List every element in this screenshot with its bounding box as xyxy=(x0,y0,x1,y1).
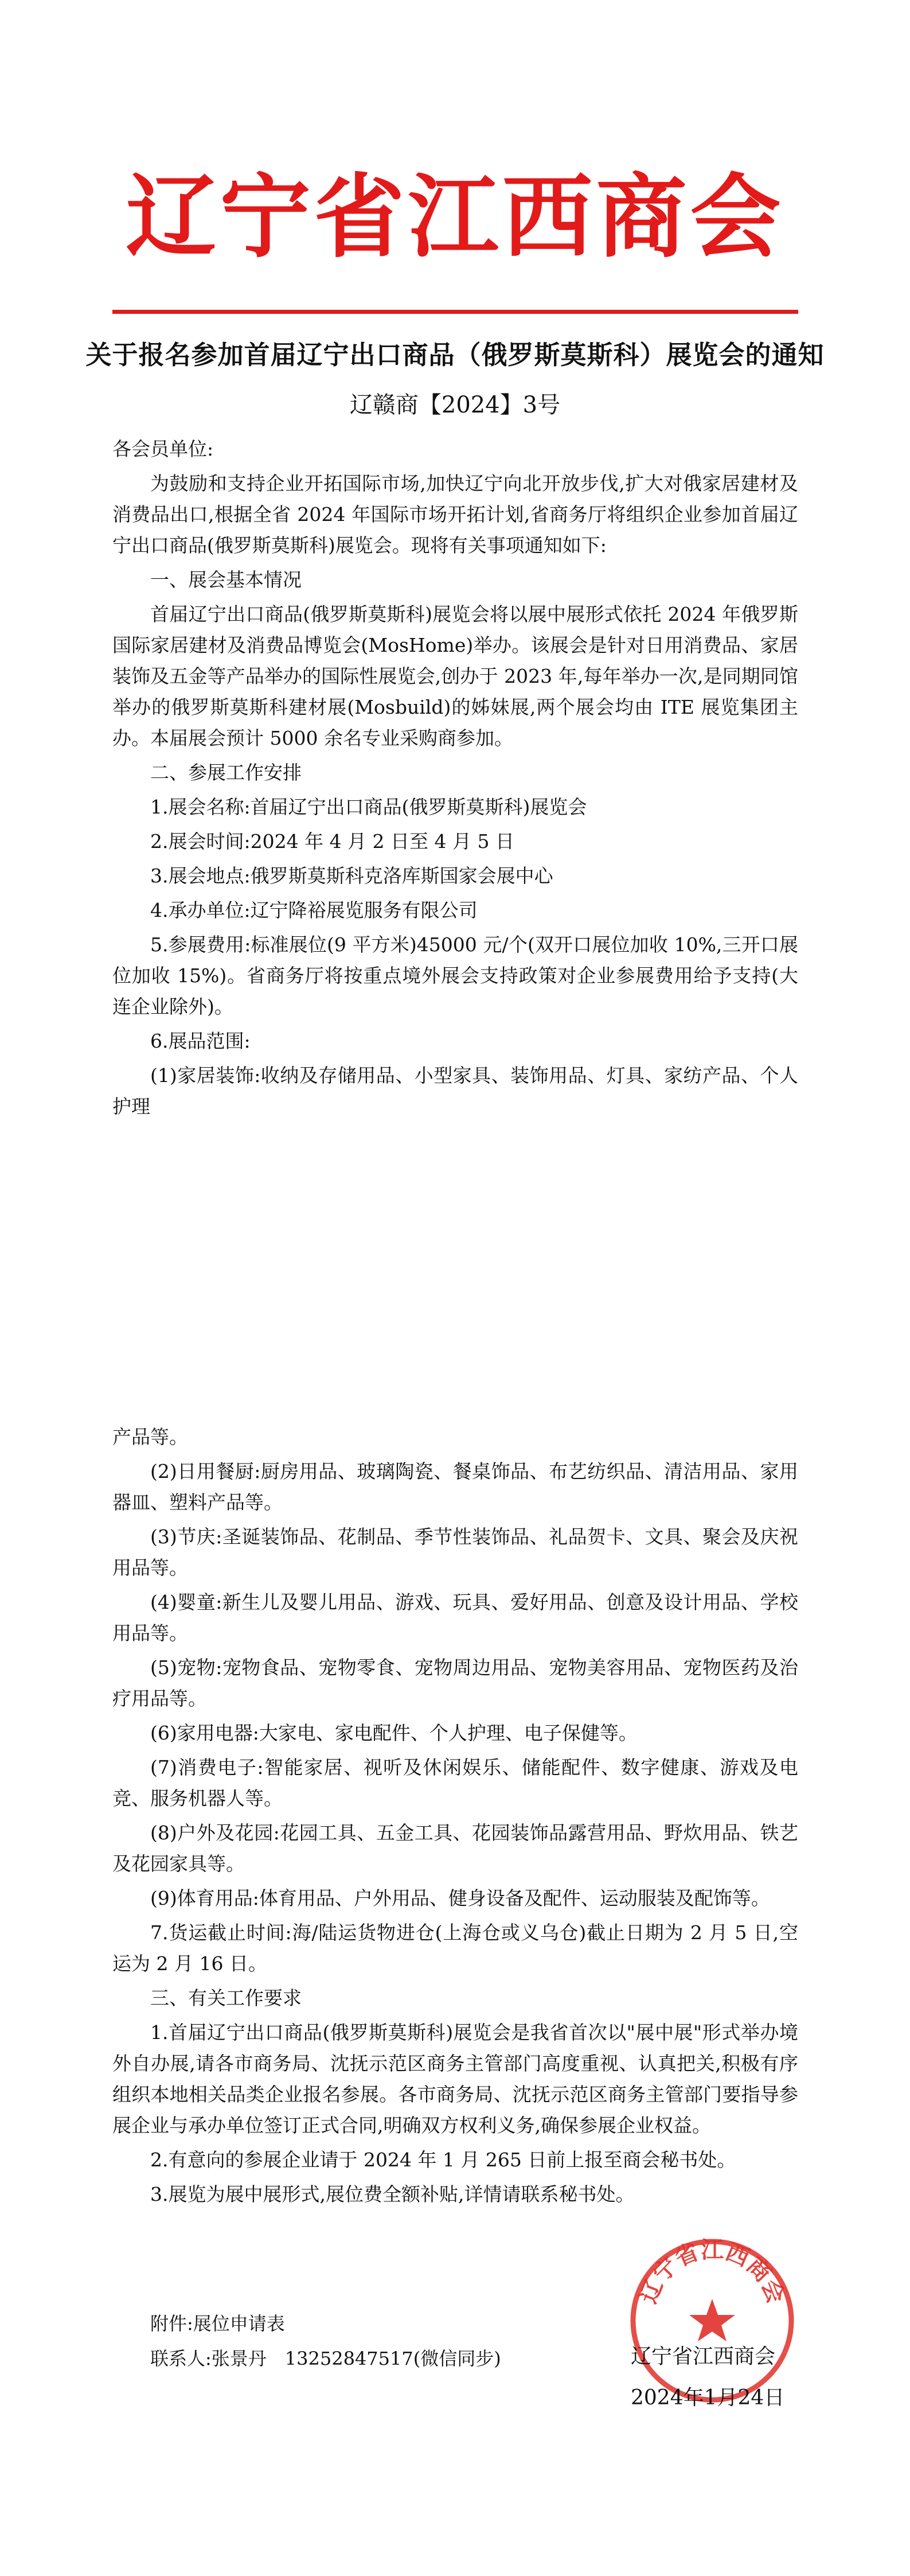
signature-org: 辽宁省江西商会 xyxy=(631,2345,776,2368)
list-item: (4)婴童:新生儿及婴儿用品、游戏、玩具、爱好用品、创意及设计用品、学校用品等。 xyxy=(112,1591,798,1644)
paragraph: 为鼓励和支持企业开拓国际市场,加快辽宁向北开放步伐,扩大对俄家居建材及消费品出口,根据全省 2024 年国际市场开拓计划,省商务厅将组织企业参加首届辽宁出口商品(俄罗斯莫斯科)展览会。现将有关事项通知如下: xyxy=(112,472,798,557)
attachment-note: 附件:展位申请表 xyxy=(150,2313,285,2334)
contact-line: 联系人:张景丹 13252847517(微信同步) xyxy=(150,2348,501,2369)
list-item: (6)家用电器:大家电、家电配件、个人护理、电子保健等。 xyxy=(150,1722,638,1744)
list-item: 3.展览为展中展形式,展位费全额补贴,详情请联系秘书处。 xyxy=(150,2183,635,2205)
document-number: 辽赣商【2024】3号 xyxy=(349,392,561,418)
list-item: (3)节庆:圣诞装饰品、花制品、季节性装饰品、礼品贺卡、文具、聚会及庆祝用品等。 xyxy=(112,1526,798,1579)
section-heading: 三、有关工作要求 xyxy=(150,1987,302,2009)
signature-block xyxy=(631,2336,803,2419)
list-item: (9)体育用品:体育用品、户外用品、健身设备及配件、运动服装及配饰等。 xyxy=(150,1887,770,1909)
section-heading: 二、参展工作安排 xyxy=(150,761,302,784)
salutation: 各会员单位: xyxy=(112,438,214,460)
signature-date: 2024年1月24日 xyxy=(631,2386,785,2410)
letterhead-red-rule xyxy=(112,310,798,314)
list-item: (8)户外及花园:花园工具、五金工具、花园装饰品露营用品、野炊用品、铁艺及花园家具等。 xyxy=(112,1822,798,1875)
list-item: 5.参展费用:标准展位(9 平方米)45000 元/个(双开口展位加收 10%,三开口展位加收 15%)。省商务厅将按重点境外展会支持政策对企业参展费用给予支持(大连企业除外)。 xyxy=(112,933,798,1018)
list-item: 7.货运截止时间:海/陆运货物进仓(上海仓或义乌仓)截止日期为 2 月 5 日,空运为 2 月 16 日。 xyxy=(112,1921,798,1975)
list-item: 6.展品范围: xyxy=(150,1030,251,1052)
list-item: 1.展会名称:首届辽宁出口商品(俄罗斯莫斯科)展览会 xyxy=(150,796,587,818)
list-item: 2.展会时间:2024 年 4 月 2 日至 4 月 5 日 xyxy=(150,830,514,853)
list-item: 2.有意向的参展企业请于 2024 年 1 月 265 日前上报至商会秘书处。 xyxy=(150,2149,736,2171)
list-item: (1)家居装饰:收纳及存储用品、小型家具、装饰用品、灯具、家纺产品、个人护理 xyxy=(112,1064,798,1118)
list-item: 1.首届辽宁出口商品(俄罗斯莫斯科)展览会是我省首次以"展中展"形式举办境外自办展,请各市商务局、沈抚示范区商务主管部门高度重视、认真把关,积极有序组织本地相关品类企业报名参展。各市商务局、沈抚示范区商务主管部门要指导参展企业与承办单位签订正式合同,明确双方权利义务,确保参展企业权益。 xyxy=(112,2021,798,2137)
list-item: (7)消费电子:智能家居、视听及休闲娱乐、储能配件、数字健康、游戏及电竞、服务机器人等。 xyxy=(112,1756,798,1810)
blank-gap xyxy=(112,1126,798,1422)
seal-text: 辽宁省江西商会 xyxy=(635,2237,790,2307)
section-heading: 一、展会基本情况 xyxy=(150,569,302,591)
list-item: (2)日用餐厨:厨房用品、玻璃陶瓷、餐桌饰品、布艺纺织品、清洁用品、家用器皿、塑料产品等。 xyxy=(112,1460,798,1513)
org-letterhead-title: 辽宁省江西商会 xyxy=(126,165,784,270)
list-item: (5)宠物:宠物食品、宠物零食、宠物周边用品、宠物美容用品、宠物医药及治疗用品等。 xyxy=(112,1656,798,1710)
paragraph-continuation: 产品等。 xyxy=(112,1426,188,1448)
seal-star-icon xyxy=(689,2299,735,2341)
notice-body xyxy=(112,434,798,2213)
list-item: 4.承办单位:辽宁降裕展览服务有限公司 xyxy=(150,899,478,921)
paragraph: 首届辽宁出口商品(俄罗斯莫斯科)展览会将以展中展形式依托 2024 年俄罗斯国际家居建材及消费品博览会(MosHome)举办。该展会是针对日用消费品、家居装饰及五金等产品举办的国际性展览会,创办于 2023 年,每年举办一次,是同期同馆举办的俄罗斯莫斯科建材展(Mosbuild)的姊妹展,两个展会均由 ITE 展览集团主办。本届展会预计 5000 余名专业采购商参加。 xyxy=(112,603,798,749)
list-item: 3.展会地点:俄罗斯莫斯科克洛库斯国家会展中心 xyxy=(150,865,553,887)
notice-title: 关于报名参加首届辽宁出口商品（俄罗斯莫斯科）展览会的通知 xyxy=(85,340,825,370)
